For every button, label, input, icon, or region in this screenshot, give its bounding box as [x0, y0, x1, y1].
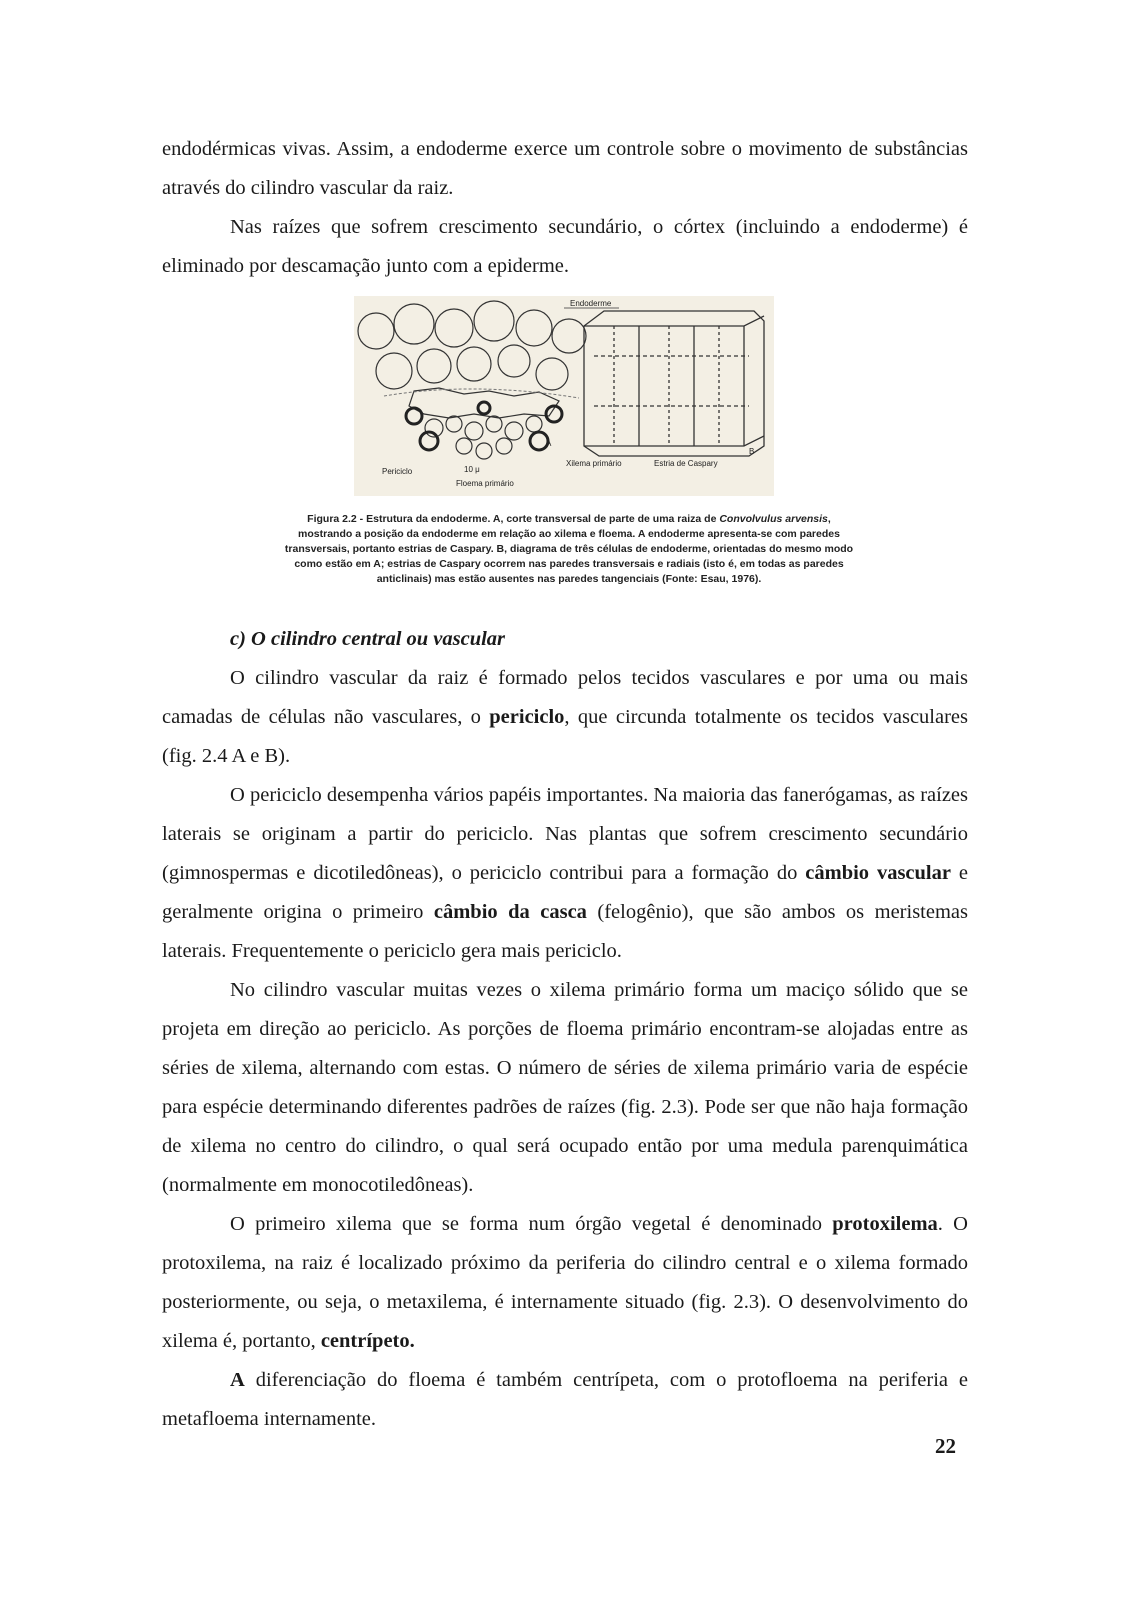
paragraph-1: endodérmicas vivas. Assim, a endoderme exerce um controle sobre o movimento de substâncias através do cilindro vascular da raiz.: [162, 138, 968, 199]
label-floema: Floema primário: [456, 479, 514, 488]
label-escala: 10 μ: [464, 465, 480, 474]
paragraph-3: O cilindro vascular da raiz é formado pelos tecidos vasculares e por uma ou mais camadas de células não vasculares, o periciclo, que circunda totalmente os tecidos vasculares (fig. 2.4 A e B).: [162, 667, 968, 767]
label-endoderme: Endoderme: [570, 299, 612, 308]
figure-caption: Figura 2.2 - Estrutura da endoderme. A, corte transversal de parte de uma raiza de Convolvulus arvensis, mostrando a posição da endoderme em relação ao xilema e floema. A endoderme apresenta-se com paredes transversais, portanto estrias de Caspary. B, diagrama de três células de endoderme, orientadas do mesmo modo como estão em A; estrias de Caspary ocorrem nas paredes transversais e radiais (isto é, em todas as paredes anticlinais) mas estão ausentes nas paredes tangenciais (Fonte: Esau, 1976).: [284, 513, 854, 585]
section-heading: c) O cilindro central ou vascular: [230, 628, 506, 650]
paragraph-4: O periciclo desempenha vários papéis importantes. Na maioria das fanerógamas, as raízes laterais se originam a partir do periciclo. Nas plantas que sofrem crescimento secundário (gimnospermas e dicotiledôneas), o periciclo contribui para a formação do câmbio vascular e geralmente origina o primeiro câmbio da casca (felogênio), que são ambos os meristemas laterais. Frequentemente o periciclo gera mais periciclo.: [162, 784, 969, 962]
label-a: A: [546, 439, 552, 448]
paragraph-5: No cilindro vascular muitas vezes o xilema primário forma um maciço sólido que se projeta em direção ao periciclo. As porções de floema primário encontram-se alojadas entre as séries de xilema, alternando com estas. O número de séries de xilema primário varia de espécie para espécie determinando diferentes padrões de raízes (fig. 2.3). Pode ser que não haja formação de xilema no centro do cilindro, o qual será ocupado então por uma medula parenquimática (normalmente em monocotiledôneas).: [162, 979, 968, 1196]
paragraph-2: Nas raízes que sofrem crescimento secundário, o córtex (incluindo a endoderme) é eliminado por descamação junto com a epiderme.: [162, 216, 968, 277]
label-periciclo: Periciclo: [382, 467, 413, 476]
figure-2-2: [162, 296, 968, 606]
page-number: 22: [935, 1434, 956, 1458]
paragraph-7: A diferenciação do floema é também centrípeta, com o protofloema na periferia e metafloema internamente.: [162, 1369, 968, 1430]
page-body: [162, 130, 968, 1439]
label-b: B: [749, 447, 755, 456]
label-estria: Estria de Caspary: [654, 459, 718, 468]
endoderm-diagram: [354, 296, 774, 496]
label-xilema: Xilema primário: [566, 459, 622, 468]
paragraph-6: O primeiro xilema que se forma num órgão vegetal é denominado protoxilema. O protoxilema, na raiz é localizado próximo da periferia do cilindro central e o xilema formado posteriormente, ou seja, o metaxilema, é internamente situado (fig. 2.3). O desenvolvimento do xilema é, portanto, centrípeto.: [162, 1213, 968, 1352]
